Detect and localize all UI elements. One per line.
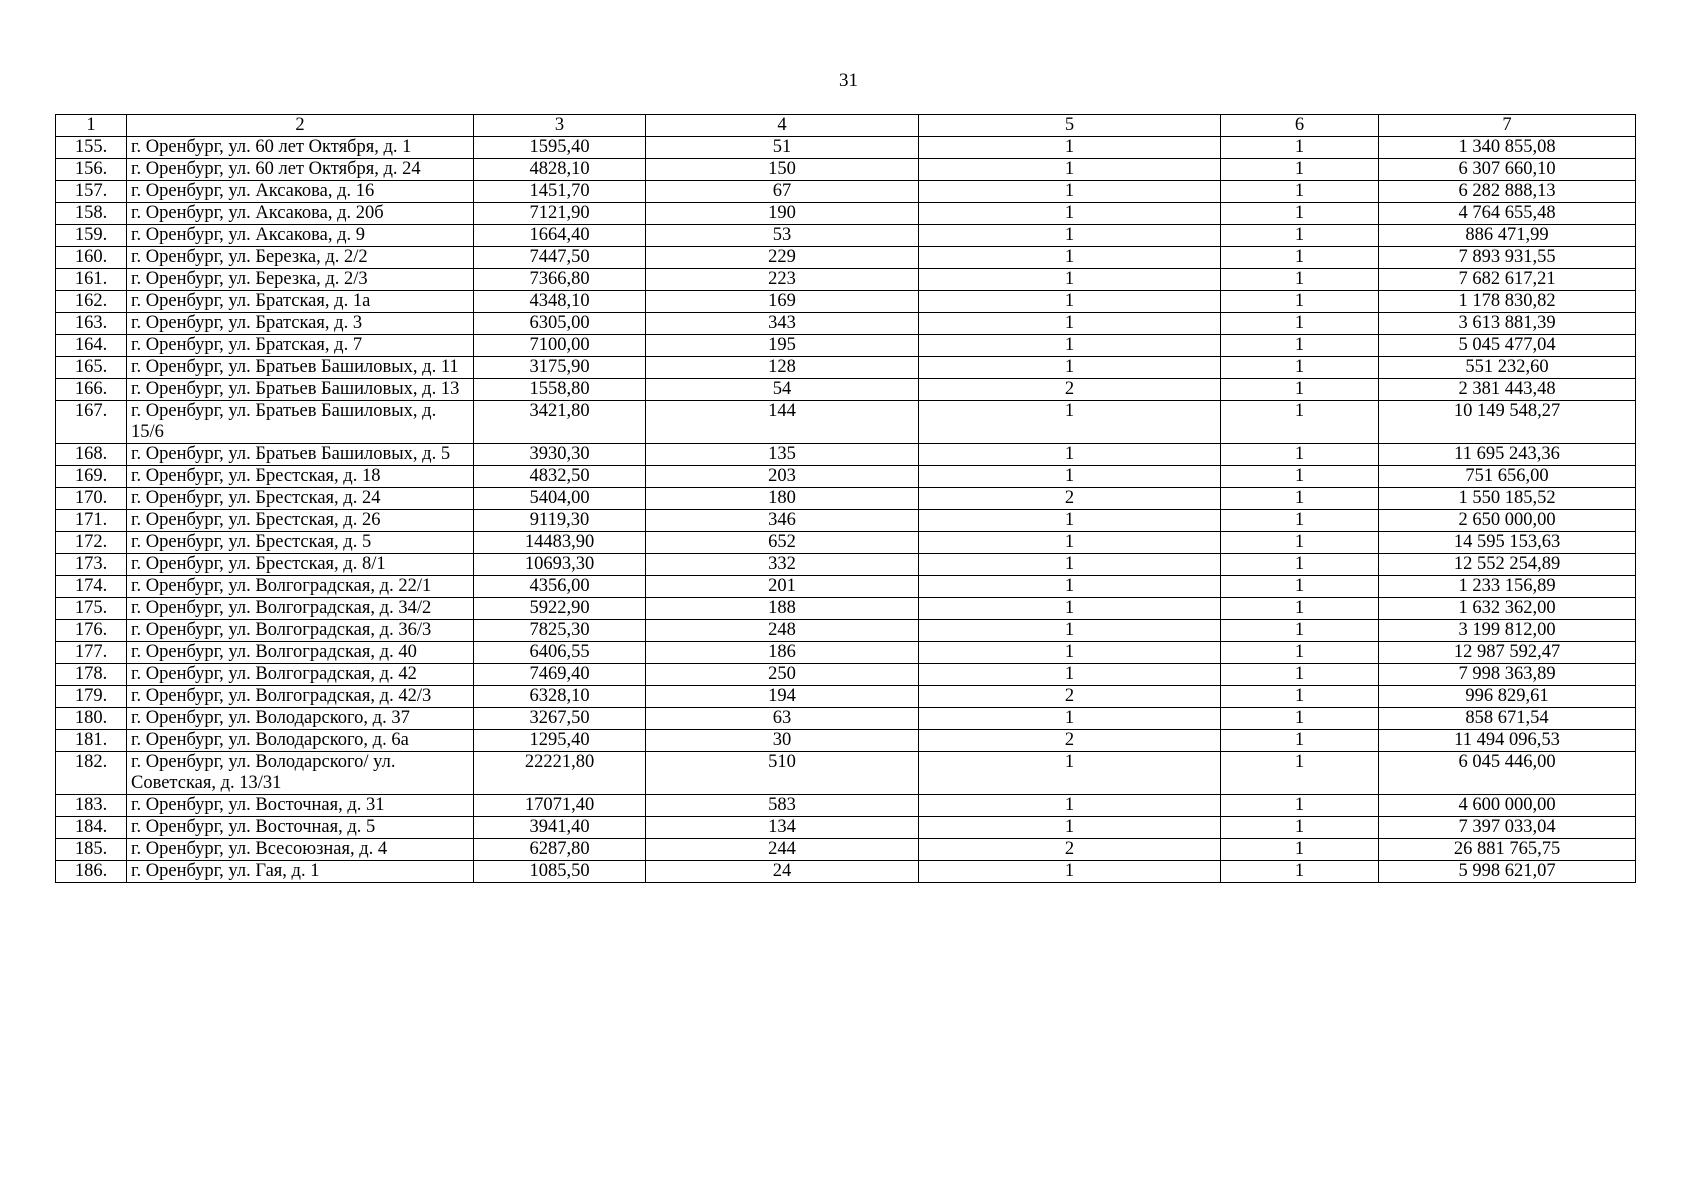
- table-row: [56, 576, 1636, 598]
- address-cell: г. Оренбург, ул. Брестская, д. 18: [127, 466, 474, 488]
- address-cell: г. Оренбург, ул. Братская, д. 1а: [127, 291, 474, 313]
- area-cell: 1558,80: [474, 379, 646, 401]
- count-cell: 2: [919, 379, 1221, 401]
- count-cell: 1: [919, 752, 1221, 795]
- count-cell: 1: [919, 620, 1221, 642]
- row-number-cell: 158.: [56, 203, 127, 225]
- row-number-cell: 183.: [56, 795, 127, 817]
- area-cell: 3267,50: [474, 708, 646, 730]
- table-row: [56, 269, 1636, 291]
- count-cell: 1: [919, 335, 1221, 357]
- count-cell: 1: [1221, 752, 1379, 795]
- address-cell: г. Оренбург, ул. Волгоградская, д. 42: [127, 664, 474, 686]
- address-cell: г. Оренбург, ул. Брестская, д. 26: [127, 510, 474, 532]
- column-header: 1: [56, 115, 127, 137]
- address-cell: г. Оренбург, ул. Братская, д. 7: [127, 335, 474, 357]
- amount-cell: 1 178 830,82: [1379, 291, 1636, 313]
- row-number-cell: 155.: [56, 137, 127, 159]
- area-cell: 3930,30: [474, 444, 646, 466]
- row-number-cell: 162.: [56, 291, 127, 313]
- address-cell: г. Оренбург, ул. Восточная, д. 31: [127, 795, 474, 817]
- address-cell: г. Оренбург, ул. Березка, д. 2/2: [127, 247, 474, 269]
- count-cell: 1: [919, 225, 1221, 247]
- count-cell: 1: [919, 181, 1221, 203]
- count-cell: 1: [919, 642, 1221, 664]
- amount-cell: 26 881 765,75: [1379, 839, 1636, 861]
- row-number-cell: 157.: [56, 181, 127, 203]
- amount-cell: 1 632 362,00: [1379, 598, 1636, 620]
- count-cell: 1: [919, 313, 1221, 335]
- table-row: [56, 554, 1636, 576]
- residents-cell: 53: [646, 225, 919, 247]
- amount-cell: 11 494 096,53: [1379, 730, 1636, 752]
- address-cell: г. Оренбург, ул. Аксакова, д. 9: [127, 225, 474, 247]
- table-row: [56, 598, 1636, 620]
- count-cell: 1: [1221, 181, 1379, 203]
- count-cell: 2: [919, 730, 1221, 752]
- residents-cell: 244: [646, 839, 919, 861]
- residents-cell: 128: [646, 357, 919, 379]
- count-cell: 1: [1221, 488, 1379, 510]
- amount-cell: 886 471,99: [1379, 225, 1636, 247]
- count-cell: 1: [919, 664, 1221, 686]
- amount-cell: 7 998 363,89: [1379, 664, 1636, 686]
- column-header: 6: [1221, 115, 1379, 137]
- residents-cell: 332: [646, 554, 919, 576]
- area-cell: 6406,55: [474, 642, 646, 664]
- row-number-cell: 163.: [56, 313, 127, 335]
- count-cell: 1: [1221, 554, 1379, 576]
- count-cell: 1: [919, 598, 1221, 620]
- column-header: 7: [1379, 115, 1636, 137]
- row-number-cell: 178.: [56, 664, 127, 686]
- count-cell: 1: [1221, 708, 1379, 730]
- address-cell: г. Оренбург, ул. Восточная, д. 5: [127, 817, 474, 839]
- amount-cell: 12 552 254,89: [1379, 554, 1636, 576]
- residents-cell: 195: [646, 335, 919, 357]
- residents-cell: 135: [646, 444, 919, 466]
- address-cell: г. Оренбург, ул. Волгоградская, д. 22/1: [127, 576, 474, 598]
- count-cell: 1: [919, 247, 1221, 269]
- residents-cell: 169: [646, 291, 919, 313]
- row-number-cell: 170.: [56, 488, 127, 510]
- residents-cell: 583: [646, 795, 919, 817]
- count-cell: 1: [1221, 795, 1379, 817]
- amount-cell: 551 232,60: [1379, 357, 1636, 379]
- count-cell: 1: [1221, 466, 1379, 488]
- area-cell: 4356,00: [474, 576, 646, 598]
- address-cell: г. Оренбург, ул. Волгоградская, д. 40: [127, 642, 474, 664]
- residents-cell: 24: [646, 861, 919, 883]
- address-cell: г. Оренбург, ул. Волгоградская, д. 42/3: [127, 686, 474, 708]
- row-number-cell: 169.: [56, 466, 127, 488]
- table-row: [56, 839, 1636, 861]
- address-cell: г. Оренбург, ул. Всесоюзная, д. 4: [127, 839, 474, 861]
- address-cell: г. Оренбург, ул. Братьев Башиловых, д. 5: [127, 444, 474, 466]
- row-number-cell: 179.: [56, 686, 127, 708]
- residents-cell: 186: [646, 642, 919, 664]
- row-number-cell: 184.: [56, 817, 127, 839]
- address-cell: г. Оренбург, ул. 60 лет Октября, д. 24: [127, 159, 474, 181]
- row-number-cell: 165.: [56, 357, 127, 379]
- table-row: [56, 620, 1636, 642]
- row-number-cell: 159.: [56, 225, 127, 247]
- area-cell: 5404,00: [474, 488, 646, 510]
- count-cell: 1: [1221, 444, 1379, 466]
- table-row: [56, 752, 1636, 795]
- table-row: [56, 379, 1636, 401]
- count-cell: 1: [1221, 247, 1379, 269]
- amount-cell: 6 307 660,10: [1379, 159, 1636, 181]
- count-cell: 1: [1221, 839, 1379, 861]
- amount-cell: 6 045 446,00: [1379, 752, 1636, 795]
- count-cell: 1: [1221, 598, 1379, 620]
- count-cell: 1: [1221, 203, 1379, 225]
- count-cell: 1: [919, 532, 1221, 554]
- row-number-cell: 166.: [56, 379, 127, 401]
- row-number-cell: 174.: [56, 576, 127, 598]
- row-number-cell: 186.: [56, 861, 127, 883]
- table-body: [56, 137, 1636, 883]
- address-cell: г. Оренбург, ул. Аксакова, д. 16: [127, 181, 474, 203]
- residents-cell: 134: [646, 817, 919, 839]
- amount-cell: 3 199 812,00: [1379, 620, 1636, 642]
- table-row: [56, 817, 1636, 839]
- residents-cell: 63: [646, 708, 919, 730]
- residents-cell: 30: [646, 730, 919, 752]
- table-row: [56, 532, 1636, 554]
- area-cell: 7469,40: [474, 664, 646, 686]
- amount-cell: 2 650 000,00: [1379, 510, 1636, 532]
- table-row: [56, 444, 1636, 466]
- table-row: [56, 466, 1636, 488]
- count-cell: 1: [919, 817, 1221, 839]
- residents-cell: 51: [646, 137, 919, 159]
- address-cell: г. Оренбург, ул. Брестская, д. 8/1: [127, 554, 474, 576]
- count-cell: 1: [1221, 137, 1379, 159]
- count-cell: 1: [1221, 620, 1379, 642]
- address-cell: г. Оренбург, ул. Братьев Башиловых, д. 11: [127, 357, 474, 379]
- residents-cell: 250: [646, 664, 919, 686]
- amount-cell: 751 656,00: [1379, 466, 1636, 488]
- table-row: [56, 510, 1636, 532]
- count-cell: 1: [1221, 576, 1379, 598]
- residents-cell: 180: [646, 488, 919, 510]
- row-number-cell: 181.: [56, 730, 127, 752]
- area-cell: 6328,10: [474, 686, 646, 708]
- data-table: [55, 114, 1636, 883]
- count-cell: 2: [919, 839, 1221, 861]
- address-cell: г. Оренбург, ул. 60 лет Октября, д. 1: [127, 137, 474, 159]
- area-cell: 22221,80: [474, 752, 646, 795]
- count-cell: 1: [919, 291, 1221, 313]
- row-number-cell: 176.: [56, 620, 127, 642]
- count-cell: 1: [919, 795, 1221, 817]
- area-cell: 3421,80: [474, 401, 646, 444]
- row-number-cell: 156.: [56, 159, 127, 181]
- table-row: [56, 730, 1636, 752]
- address-cell: г. Оренбург, ул. Волгоградская, д. 36/3: [127, 620, 474, 642]
- count-cell: 1: [919, 510, 1221, 532]
- column-header: 3: [474, 115, 646, 137]
- table-row: [56, 247, 1636, 269]
- count-cell: 1: [1221, 159, 1379, 181]
- table-row: [56, 137, 1636, 159]
- area-cell: 5922,90: [474, 598, 646, 620]
- count-cell: 1: [919, 708, 1221, 730]
- amount-cell: 7 397 033,04: [1379, 817, 1636, 839]
- table-row: [56, 181, 1636, 203]
- area-cell: 17071,40: [474, 795, 646, 817]
- count-cell: 1: [1221, 379, 1379, 401]
- residents-cell: 144: [646, 401, 919, 444]
- amount-cell: 12 987 592,47: [1379, 642, 1636, 664]
- amount-cell: 7 893 931,55: [1379, 247, 1636, 269]
- amount-cell: 1 550 185,52: [1379, 488, 1636, 510]
- residents-cell: 346: [646, 510, 919, 532]
- amount-cell: 10 149 548,27: [1379, 401, 1636, 444]
- amount-cell: 1 340 855,08: [1379, 137, 1636, 159]
- table-row: [56, 795, 1636, 817]
- count-cell: 2: [919, 488, 1221, 510]
- column-header: 4: [646, 115, 919, 137]
- count-cell: 1: [1221, 861, 1379, 883]
- column-header: 2: [127, 115, 474, 137]
- area-cell: 6287,80: [474, 839, 646, 861]
- residents-cell: 203: [646, 466, 919, 488]
- table-row: [56, 291, 1636, 313]
- amount-cell: 6 282 888,13: [1379, 181, 1636, 203]
- address-cell: г. Оренбург, ул. Братьев Башиловых, д. 15/6: [127, 401, 474, 444]
- residents-cell: 194: [646, 686, 919, 708]
- area-cell: 1664,40: [474, 225, 646, 247]
- column-header: 5: [919, 115, 1221, 137]
- row-number-cell: 160.: [56, 247, 127, 269]
- table-row: [56, 313, 1636, 335]
- row-number-cell: 175.: [56, 598, 127, 620]
- area-cell: 1595,40: [474, 137, 646, 159]
- count-cell: 1: [1221, 313, 1379, 335]
- row-number-cell: 167.: [56, 401, 127, 444]
- count-cell: 1: [1221, 401, 1379, 444]
- count-cell: 1: [1221, 291, 1379, 313]
- count-cell: 1: [919, 159, 1221, 181]
- area-cell: 7825,30: [474, 620, 646, 642]
- area-cell: 3941,40: [474, 817, 646, 839]
- table-row: [56, 708, 1636, 730]
- address-cell: г. Оренбург, ул. Володарского/ ул. Советская, д. 13/31: [127, 752, 474, 795]
- count-cell: 1: [919, 466, 1221, 488]
- count-cell: 1: [1221, 357, 1379, 379]
- table-row: [56, 203, 1636, 225]
- amount-cell: 4 764 655,48: [1379, 203, 1636, 225]
- table-row: [56, 357, 1636, 379]
- address-cell: г. Оренбург, ул. Володарского, д. 6а: [127, 730, 474, 752]
- table-row: [56, 488, 1636, 510]
- amount-cell: 858 671,54: [1379, 708, 1636, 730]
- address-cell: г. Оренбург, ул. Березка, д. 2/3: [127, 269, 474, 291]
- area-cell: 9119,30: [474, 510, 646, 532]
- area-cell: 6305,00: [474, 313, 646, 335]
- row-number-cell: 171.: [56, 510, 127, 532]
- count-cell: 1: [1221, 269, 1379, 291]
- count-cell: 1: [919, 137, 1221, 159]
- count-cell: 1: [1221, 510, 1379, 532]
- area-cell: 3175,90: [474, 357, 646, 379]
- amount-cell: 996 829,61: [1379, 686, 1636, 708]
- row-number-cell: 173.: [56, 554, 127, 576]
- page-number: 31: [839, 70, 858, 91]
- area-cell: 4832,50: [474, 466, 646, 488]
- area-cell: 1451,70: [474, 181, 646, 203]
- amount-cell: 3 613 881,39: [1379, 313, 1636, 335]
- table-row: [56, 335, 1636, 357]
- residents-cell: 54: [646, 379, 919, 401]
- residents-cell: 229: [646, 247, 919, 269]
- count-cell: 1: [919, 401, 1221, 444]
- address-cell: г. Оренбург, ул. Брестская, д. 5: [127, 532, 474, 554]
- residents-cell: 343: [646, 313, 919, 335]
- amount-cell: 5 998 621,07: [1379, 861, 1636, 883]
- count-cell: 1: [1221, 686, 1379, 708]
- count-cell: 1: [919, 554, 1221, 576]
- table-row: [56, 664, 1636, 686]
- table-row: [56, 861, 1636, 883]
- count-cell: 1: [1221, 532, 1379, 554]
- residents-cell: 652: [646, 532, 919, 554]
- row-number-cell: 177.: [56, 642, 127, 664]
- address-cell: г. Оренбург, ул. Волгоградская, д. 34/2: [127, 598, 474, 620]
- count-cell: 1: [919, 269, 1221, 291]
- count-cell: 1: [919, 444, 1221, 466]
- residents-cell: 223: [646, 269, 919, 291]
- count-cell: 1: [1221, 225, 1379, 247]
- count-cell: 1: [1221, 642, 1379, 664]
- area-cell: 7447,50: [474, 247, 646, 269]
- area-cell: 7121,90: [474, 203, 646, 225]
- residents-cell: 248: [646, 620, 919, 642]
- count-cell: 1: [919, 203, 1221, 225]
- residents-cell: 190: [646, 203, 919, 225]
- residents-cell: 150: [646, 159, 919, 181]
- amount-cell: 7 682 617,21: [1379, 269, 1636, 291]
- area-cell: 14483,90: [474, 532, 646, 554]
- area-cell: 7366,80: [474, 269, 646, 291]
- address-cell: г. Оренбург, ул. Братская, д. 3: [127, 313, 474, 335]
- row-number-cell: 185.: [56, 839, 127, 861]
- row-number-cell: 172.: [56, 532, 127, 554]
- area-cell: 4828,10: [474, 159, 646, 181]
- address-cell: г. Оренбург, ул. Аксакова, д. 20б: [127, 203, 474, 225]
- count-cell: 1: [1221, 730, 1379, 752]
- address-cell: г. Оренбург, ул. Гая, д. 1: [127, 861, 474, 883]
- table-row: [56, 225, 1636, 247]
- area-cell: 1085,50: [474, 861, 646, 883]
- row-number-cell: 182.: [56, 752, 127, 795]
- area-cell: 1295,40: [474, 730, 646, 752]
- count-cell: 1: [1221, 817, 1379, 839]
- amount-cell: 14 595 153,63: [1379, 532, 1636, 554]
- header-row: [56, 115, 1636, 137]
- amount-cell: 1 233 156,89: [1379, 576, 1636, 598]
- count-cell: 1: [1221, 664, 1379, 686]
- table-row: [56, 642, 1636, 664]
- address-cell: г. Оренбург, ул. Братьев Башиловых, д. 13: [127, 379, 474, 401]
- count-cell: 1: [1221, 335, 1379, 357]
- residents-cell: 510: [646, 752, 919, 795]
- area-cell: 10693,30: [474, 554, 646, 576]
- amount-cell: 4 600 000,00: [1379, 795, 1636, 817]
- table-row: [56, 686, 1636, 708]
- address-cell: г. Оренбург, ул. Володарского, д. 37: [127, 708, 474, 730]
- residents-cell: 67: [646, 181, 919, 203]
- row-number-cell: 168.: [56, 444, 127, 466]
- count-cell: 1: [919, 357, 1221, 379]
- area-cell: 4348,10: [474, 291, 646, 313]
- amount-cell: 2 381 443,48: [1379, 379, 1636, 401]
- row-number-cell: 164.: [56, 335, 127, 357]
- amount-cell: 11 695 243,36: [1379, 444, 1636, 466]
- count-cell: 1: [919, 861, 1221, 883]
- row-number-cell: 180.: [56, 708, 127, 730]
- table-row: [56, 159, 1636, 181]
- count-cell: 2: [919, 686, 1221, 708]
- table-row: [56, 401, 1636, 444]
- amount-cell: 5 045 477,04: [1379, 335, 1636, 357]
- address-cell: г. Оренбург, ул. Брестская, д. 24: [127, 488, 474, 510]
- residents-cell: 201: [646, 576, 919, 598]
- count-cell: 1: [919, 576, 1221, 598]
- residents-cell: 188: [646, 598, 919, 620]
- row-number-cell: 161.: [56, 269, 127, 291]
- area-cell: 7100,00: [474, 335, 646, 357]
